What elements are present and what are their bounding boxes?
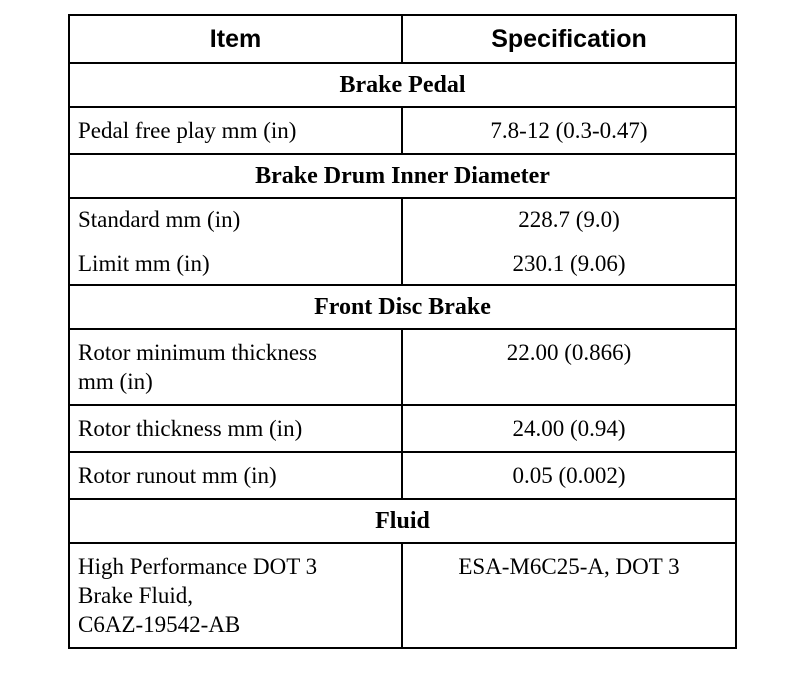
section-row-front-disc-brake <box>69 285 736 329</box>
table-row <box>69 329 736 405</box>
column-header-item: Item <box>69 15 402 63</box>
item-cell: Limit mm (in) <box>78 251 210 276</box>
header-row <box>69 15 736 63</box>
section-title: Brake Drum Inner Diameter <box>69 154 736 198</box>
item-cell-group <box>69 198 402 285</box>
spec-cell: ESA-M6C25-A, DOT 3 <box>402 543 736 648</box>
item-cell: Rotor thickness mm (in) <box>69 405 402 452</box>
item-cell <box>69 329 402 405</box>
column-header-specification: Specification <box>402 15 736 63</box>
item-line: High Performance DOT 3 <box>78 554 318 579</box>
table-row <box>69 452 736 499</box>
table-row <box>69 543 736 648</box>
section-title: Front Disc Brake <box>69 285 736 329</box>
spec-cell: 228.7 (9.0) <box>518 207 620 232</box>
section-title: Brake Pedal <box>69 63 736 107</box>
item-cell <box>69 543 402 648</box>
item-line: Rotor minimum thickness <box>78 340 317 365</box>
spec-cell: 7.8-12 (0.3-0.47) <box>402 107 736 154</box>
section-row-brake-drum <box>69 154 736 198</box>
item-line: Brake Fluid, <box>78 583 193 608</box>
table-row <box>69 405 736 452</box>
spec-cell: 230.1 (9.06) <box>512 251 626 276</box>
table-row <box>69 107 736 154</box>
section-row-brake-pedal <box>69 63 736 107</box>
spec-cell-group <box>402 198 736 285</box>
item-cell: Pedal free play mm (in) <box>69 107 402 154</box>
specifications-table <box>68 14 737 649</box>
section-title: Fluid <box>69 499 736 543</box>
section-row-fluid <box>69 499 736 543</box>
spec-cell: 0.05 (0.002) <box>402 452 736 499</box>
item-cell: Rotor runout mm (in) <box>69 452 402 499</box>
spec-cell: 24.00 (0.94) <box>402 405 736 452</box>
item-cell: Standard mm (in) <box>78 207 241 232</box>
spec-cell: 22.00 (0.866) <box>402 329 736 405</box>
item-line: mm (in) <box>78 369 153 394</box>
table-row-group <box>69 198 736 285</box>
item-line: C6AZ-19542-AB <box>78 612 241 637</box>
